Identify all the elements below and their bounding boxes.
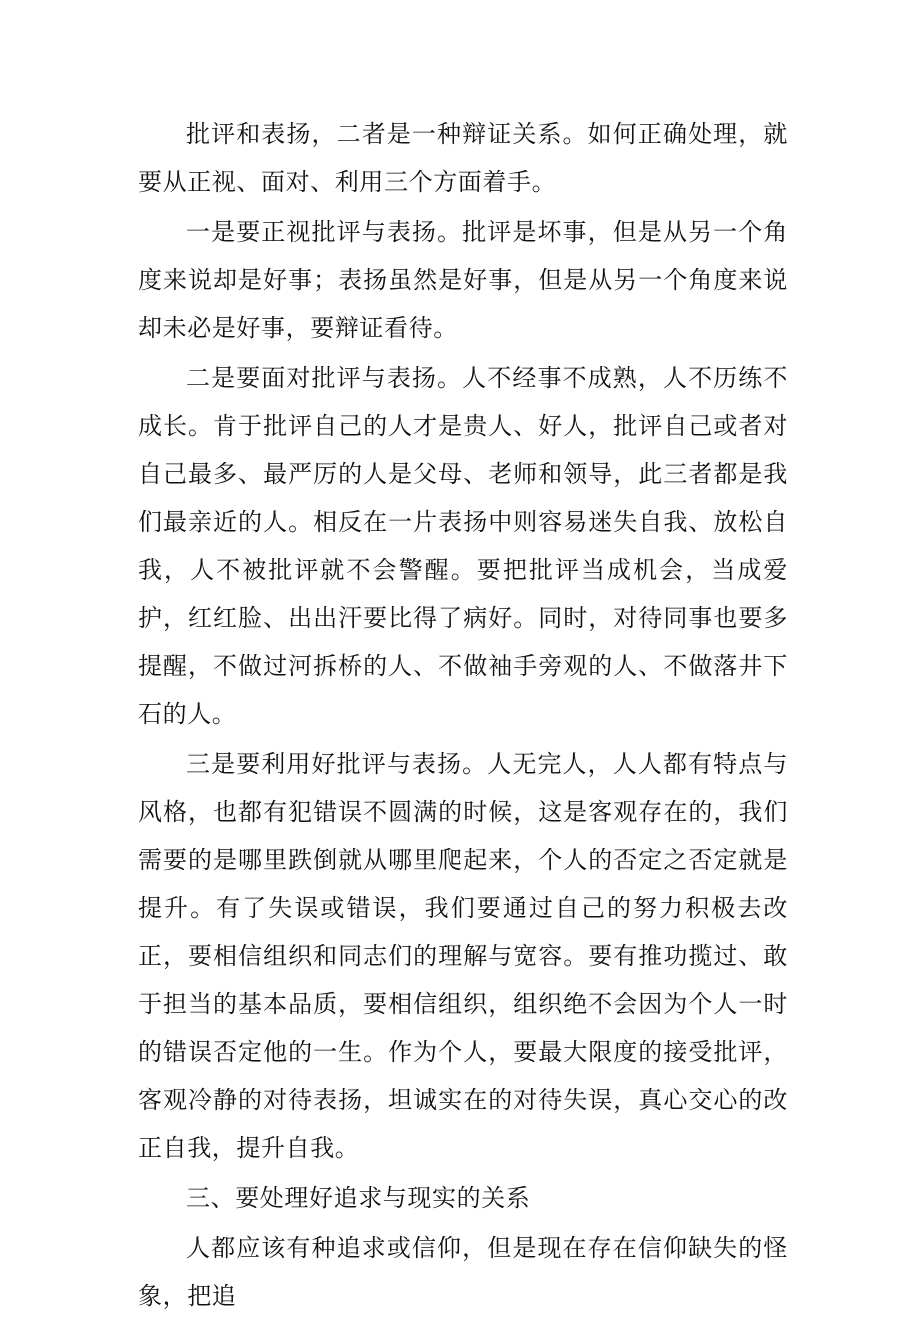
paragraph-point-one: 一是要正视批评与表扬。批评是坏事，但是从另一个角度来说却是好事；表扬虽然是好事，但是从另一个角度来说却未必是好事，要辩证看待。 <box>138 218 788 342</box>
paragraph-intro: 批评和表扬，二者是一种辩证关系。如何正确处理，就要从正视、面对、利用三个方面着手。 <box>138 120 788 196</box>
document-body <box>138 110 788 1322</box>
paragraph-trailing: 人都应该有种追求或信仰，但是现在存在信仰缺失的怪象，把追 <box>138 1234 788 1310</box>
paragraph-point-two: 二是要面对批评与表扬。人不经事不成熟，人不历练不成长。肯于批评自己的人才是贵人、好人，批评自己或者对自己最多、最严厉的人是父母、老师和领导，此三者都是我们最亲近的人。相反在一片表扬中则容易迷失自我、放松自我，人不被批评就不会警醒。要把批评当成机会，当成爱护，红红脸、出出汗要比得了病好。同时，对待同事也要多提醒，不做过河拆桥的人、不做袖手旁观的人、不做落井下石的人。 <box>138 364 788 728</box>
paragraph-point-three: 三是要利用好批评与表扬。人无完人，人人都有特点与风格，也都有犯错误不圆满的时候，这是客观存在的，我们需要的是哪里跌倒就从哪里爬起来，个人的否定之否定就是提升。有了失误或错误，我们要通过自己的努力积极去改正，要相信组织和同志们的理解与宽容。要有推功揽过、敢于担当的基本品质，要相信组织，组织绝不会因为个人一时的错误否定他的一生。作为个人，要最大限度的接受批评，客观冷静的对待表扬，坦诚实在的对待失误，真心交心的改正自我，提升自我。 <box>138 750 788 1162</box>
section-heading: 三、要处理好追求与现实的关系 <box>186 1184 531 1212</box>
